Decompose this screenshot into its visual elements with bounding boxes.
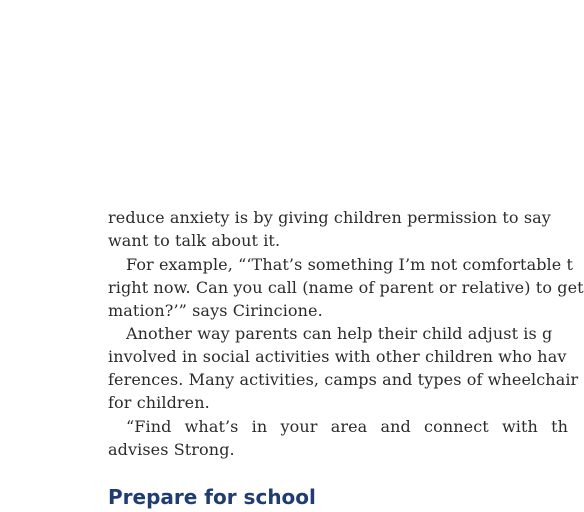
paragraph-line: “Find what’s in your area and connect with th xyxy=(126,417,569,436)
paragraph-line: right now. Can you call (name of parent or relative) to get xyxy=(108,278,584,297)
section-heading: Prepare for school xyxy=(108,485,316,509)
paragraph-line: for children. xyxy=(108,393,210,412)
paragraph-line: involved in social activities with other children who hav xyxy=(108,347,567,366)
paragraph-line: Another way parents can help their child adjust is g xyxy=(126,324,553,343)
paragraph-line: mation?’” says Cirincione. xyxy=(108,301,323,320)
paragraph-line: ferences. Many activities, camps and types of wheelchair xyxy=(108,370,579,389)
paragraph-line: reduce anxiety is by giving children permission to say xyxy=(108,208,551,227)
paragraph-line: advises Strong. xyxy=(108,440,235,459)
paragraph-line: want to talk about it. xyxy=(108,231,281,250)
paragraph-line: For example, “‘That’s something I’m not comfortable t xyxy=(126,255,574,274)
